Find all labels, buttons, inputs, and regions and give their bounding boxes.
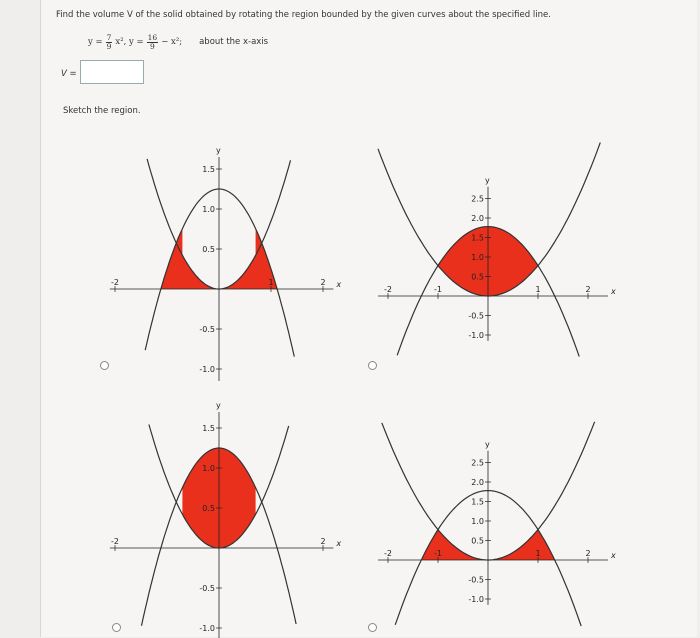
- y-tick-label: 2.5: [471, 194, 484, 204]
- x-axis-label: x: [336, 280, 342, 289]
- y-tick-label: -1.0: [199, 365, 215, 374]
- y-tick-label: -0.5: [199, 584, 215, 593]
- x-tick-label: -2: [111, 278, 119, 287]
- curve2-denominator: 9: [150, 41, 155, 51]
- y-tick-label: -1.0: [468, 331, 484, 340]
- sketch-instruction: Sketch the region.: [63, 106, 141, 116]
- y-tick-label: 0.5: [202, 245, 215, 254]
- curve1-denominator: 9: [106, 41, 112, 51]
- y-tick-label: -1.0: [199, 624, 215, 633]
- y-tick-label: 0.5: [471, 272, 484, 282]
- x-tick-label: 2: [585, 285, 591, 294]
- shaded-region-right: [488, 530, 555, 560]
- y-tick-label: -1.0: [468, 595, 484, 604]
- graph-option-d: [374, 398, 614, 634]
- y-axis-label: y: [216, 146, 221, 155]
- x-tick-label: 1: [535, 285, 541, 294]
- y-tick-label: 0.5: [202, 504, 215, 513]
- y-tick-label: 1.0: [471, 517, 484, 526]
- x-tick-label: 1: [535, 549, 541, 558]
- x-axis-label: x: [611, 551, 616, 560]
- y-tick-label: 1.5: [471, 233, 484, 243]
- y-tick-label: 0.5: [471, 536, 484, 546]
- x-tick-label: -2: [384, 285, 392, 294]
- y-tick-label: -0.5: [468, 311, 484, 321]
- radio-option-b[interactable]: [368, 361, 377, 370]
- radio-option-d[interactable]: [368, 623, 377, 632]
- y-axis-label: y: [216, 401, 221, 410]
- curve2-suffix: − x²;: [161, 37, 183, 47]
- y-tick-label: 2.0: [471, 214, 484, 223]
- x-tick-label: 2: [320, 278, 326, 287]
- x-tick-label: 2: [585, 549, 591, 558]
- y-tick-label: -0.5: [199, 325, 215, 334]
- graph-option-a: [111, 118, 350, 374]
- graph-b-svg: [374, 118, 614, 368]
- volume-label: V =: [61, 69, 77, 79]
- shaded-region-left: [161, 229, 219, 290]
- curve1-prefix: y =: [88, 37, 103, 47]
- graph-option-c: [112, 398, 350, 634]
- y-tick-label: 1.5: [471, 497, 484, 507]
- y-tick-label: 1.0: [471, 253, 484, 262]
- curve1-suffix: x², y =: [115, 37, 144, 47]
- y-tick-label: 1.5: [202, 165, 215, 174]
- y-axis-label: y: [485, 439, 490, 449]
- curve2-numerator: 16: [147, 33, 158, 42]
- equation: [88, 34, 268, 50]
- x-tick-label: 1: [268, 278, 274, 287]
- y-tick-label: 2.0: [471, 478, 484, 487]
- question-text: Find the volume V of the solid obtained by rotating the region bounded by the given curves about the specified line.: [56, 10, 551, 20]
- y-tick-label: 1.5: [202, 424, 215, 433]
- volume-answer-input[interactable]: [80, 60, 144, 84]
- y-tick-label: 1.0: [202, 464, 215, 473]
- radio-option-c[interactable]: [112, 623, 121, 632]
- rotation-axis-text: about the x-axis: [199, 37, 269, 47]
- graph-c-svg: [112, 398, 350, 634]
- graph-a-svg: [111, 118, 350, 374]
- y-tick-label: 1.0: [202, 205, 215, 214]
- x-axis-label: x: [336, 539, 342, 548]
- graph-d-svg: [374, 398, 614, 634]
- x-axis-label: x: [611, 287, 616, 296]
- x-tick-label: -2: [384, 549, 392, 558]
- y-tick-label: 2.5: [471, 458, 484, 468]
- curve2-fraction: [147, 34, 159, 50]
- y-axis-label: y: [485, 175, 490, 185]
- x-tick-label: 2: [320, 537, 326, 546]
- y-tick-label: -0.5: [468, 575, 484, 585]
- x-tick-label: -2: [111, 537, 119, 546]
- x-tick-label: -1: [434, 285, 442, 294]
- x-tick-label: -1: [434, 549, 442, 558]
- radio-option-a[interactable]: [100, 361, 109, 370]
- curve1-fraction: [106, 34, 113, 50]
- curve1-numerator: 7: [106, 33, 112, 42]
- graph-option-b: [374, 118, 614, 368]
